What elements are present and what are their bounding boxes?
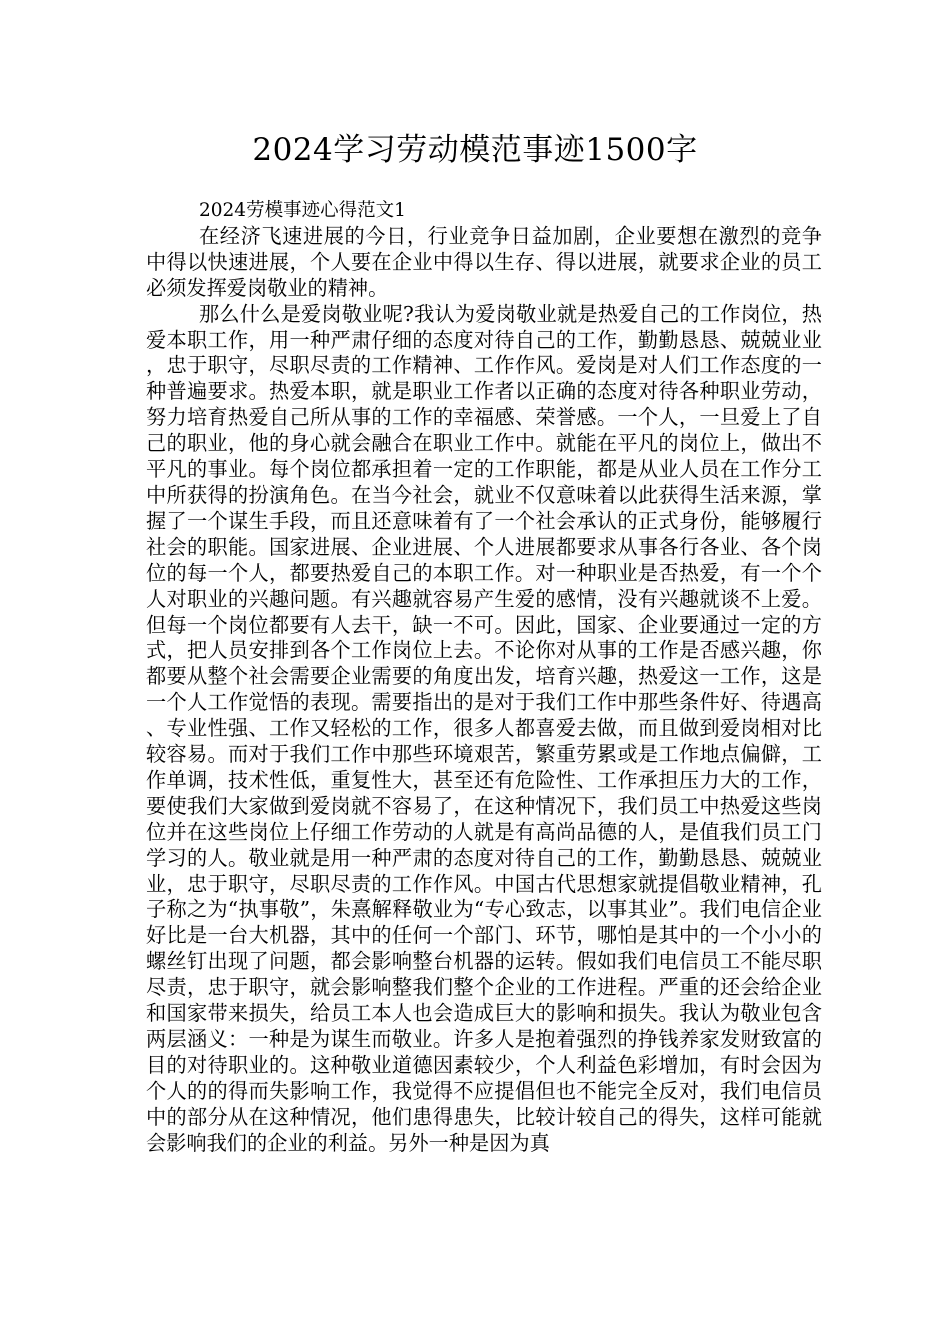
paragraph: 那么什么是爱岗敬业呢?我认为爱岗敬业就是热爱自己的工作岗位，热爱本职工作，用一种严肃仔细的态度对待自己的工作，勤勤恳恳、兢兢业业，忠于职守，尽职尽责的工作精神、工作作风。爱岗是对人们工作态度的一种普遍要求。热爱本职，就是职业工作者以正确的态度对待各种职业劳动，努力培育热爱自己所从事的工作的幸福感、荣誉感。一个人，一旦爱上了自己的职业，他的身心就会融合在职业工作中。就能在平凡的岗位上，做出不平凡的事业。每个岗位都承担着一定的工作职能，都是从业人员在工作分工中所获得的扮演角色。在当今社会，就业不仅意味着以此获得生活来源，掌握了一个谋生手段，而且还意味着有了一个社会承认的正式身份，能够履行社会的职能。国家进展、企业进展、个人进展都要求从事各行各业、各个岗位的每一个人，都要热爱自己的本职工作。对一种职业是否热爱，有一个个人对职业的兴趣问题。有兴趣就容易产生爱的感情，没有兴趣就谈不上爱。但每一个岗位都要有人去干，缺一不可。因此，国家、企业要通过一定的方式，把人员安排到各个工作岗位上去。不论你对从事的工作是否感兴趣，你都要从整个社会需要企业需要的角度出发，培育兴趣，热爱这一工作，这是一个人工作觉悟的表现。需要指出的是对于我们工作中那些条件好、待遇高、专业性强、工作又轻松的工作，很多人都喜爱去做，而且做到爱岗相对比较容易。而对于我们工作中那些环境艰苦，繁重劳累或是工作地点偏僻，工作单调，技术性低，重复性大，甚至还有危险性、工作承担压力大的工作，要使我们大家做到爱岗就不容易了，在这种情况下，我们员工中热爱这些岗位并在这些岗位上仔细工作劳动的人就是有高尚品德的人，是值我们员工门学习的人。敬业就是用一种严肃的态度对待自己的工作，勤勤恳恳、兢兢业业，忠于职守，尽职尽责的工作作风。中国古代思想家就提倡敬业精神，孔子称之为“执事敬”，朱熹解释敬业为“专心致志，以事其业”。我们电信企业好比是一台大机器，其中的任何一个部门、环节，哪怕是其中的一个小小的螺丝钉出现了问题，都会影响整台机器的运转。假如我们电信员工不能尽职尽责，忠于职守，就会影响整我们整个企业的工作进程。严重的还会给企业和国家带来损失，给员工本人也会造成巨大的影响和损失。我认为敬业包含两层涵义：一种是为谋生而敬业。许多人是抱着强烈的挣钱养家发财致富的目的对待职业的。这种敬业道德因素较少，个人利益色彩增加，有时会因为个人的的得而失影响工作，我觉得不应提倡但也不能完全反对，我们电信员中的部分从在这种情况，他们患得患失，比较计较自己的得失，这样可能就会影响我们的企业的利益。另外一种是因为真 — [146, 301, 822, 1155]
document-body — [146, 198, 822, 1157]
document-title: 2024学习劳动模范事迹1500字 — [252, 132, 698, 168]
section-heading: 2024劳模事迹心得范文1 — [199, 200, 406, 221]
paragraph: 在经济飞速进展的今日，行业竞争日益加剧，企业要想在激烈的竞争中得以快速进展，个人要在企业中得以生存、得以进展，就要求企业的员工必须发挥爱岗敬业的精神。 — [146, 223, 822, 300]
